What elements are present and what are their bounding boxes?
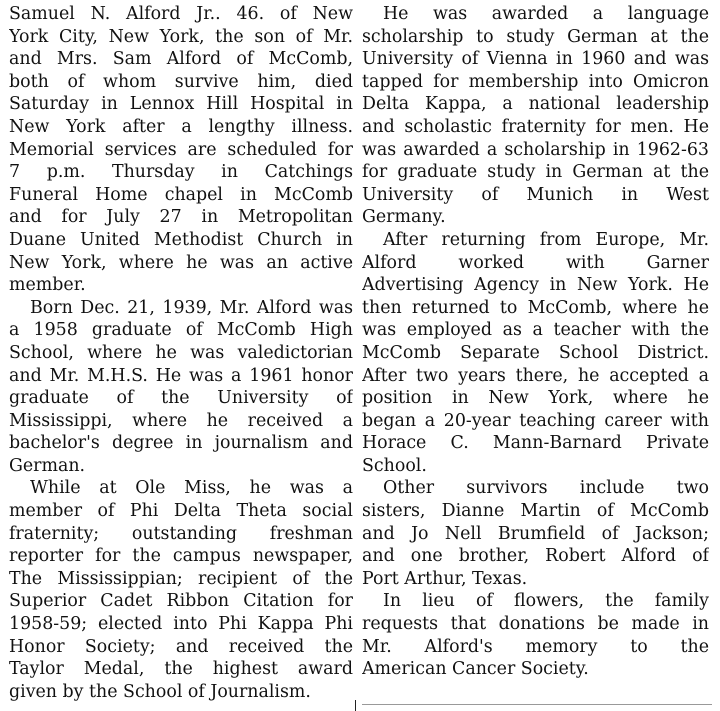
text-line: Germany.: [362, 207, 446, 228]
text-line: Port Arthur, Texas.: [362, 568, 528, 589]
text-line: Advertising Agency in New York. He: [362, 275, 709, 296]
text-line: fraternity; outstanding freshman: [9, 523, 353, 544]
right-column: [362, 3, 709, 681]
text-line: requests that donations be made in: [362, 614, 709, 635]
text-line: School.: [362, 455, 427, 476]
text-line: Other survivors include two: [383, 478, 709, 499]
text-line: Memorial services are scheduled for: [9, 139, 353, 160]
text-line: and for July 27 in Metropolitan: [9, 207, 353, 228]
text-line: University of Munich in West: [362, 184, 709, 205]
text-line: reporter for the campus newspaper,: [9, 546, 353, 567]
text-line: graduate of the University of: [9, 388, 353, 409]
text-line: a 1958 graduate of McComb High: [9, 320, 353, 341]
text-line: New York, where he was an active: [9, 252, 353, 273]
text-line: University of Vienna in 1960 and was: [362, 49, 709, 70]
text-line: scholarship to study German at the: [362, 26, 709, 47]
text-line: 7 p.m. Thursday in Catchings: [9, 162, 353, 183]
text-line: Delta Kappa, a national leadership: [362, 94, 709, 115]
text-line: Superior Cadet Ribbon Citation for: [9, 591, 353, 612]
text-line: York City, New York, the son of Mr.: [9, 26, 353, 47]
text-line: In lieu of flowers, the family: [383, 591, 709, 612]
text-line: Saturday in Lennox Hill Hospital in: [9, 94, 353, 115]
text-line: 1958-59; elected into Phi Kappa Phi: [9, 614, 353, 635]
text-line: He was awarded a language: [383, 4, 709, 24]
text-line: and Mrs. Sam Alford of McComb,: [9, 49, 353, 70]
text-line: began a 20-year teaching career with: [362, 410, 709, 431]
text-line: Taylor Medal, the highest award: [9, 659, 353, 680]
text-line: Duane United Methodist Church in: [9, 229, 353, 250]
text-line: was awarded a scholarship in 1962-63: [362, 139, 709, 160]
text-line: American Cancer Society.: [362, 659, 589, 680]
text-line: member of Phi Delta Theta social: [9, 501, 353, 522]
text-line: and Mr. M.H.S. He was a 1961 honor: [9, 365, 353, 386]
text-line: Born Dec. 21, 1939, Mr. Alford was: [30, 297, 353, 318]
text-line: School, where he was valedictorian: [9, 342, 353, 363]
text-line: sisters, Dianne Martin of McComb: [362, 501, 709, 522]
text-line: Alford worked with Garner: [362, 252, 709, 273]
text-line: bachelor's degree in journalism and: [9, 433, 353, 454]
text-line: While at Ole Miss, he was a: [30, 478, 353, 499]
text-line: New York after a lengthy illness.: [9, 116, 353, 137]
text-line: then returned to McComb, where he: [362, 297, 709, 318]
text-line: and Jo Nell Brumfield of Jackson;: [362, 523, 709, 544]
text-line: After two years there, he accepted a: [362, 365, 709, 386]
text-line: Honor Society; and received the: [9, 636, 353, 657]
text-line: position in New York, where he: [362, 388, 709, 409]
text-line: Samuel N. Alford Jr.. 46. of New: [9, 4, 353, 24]
text-line: for graduate study in German at the: [362, 162, 709, 183]
text-line: Funeral Home chapel in McComb: [9, 184, 353, 205]
text-line: Horace C. Mann-Barnard Private: [362, 433, 709, 454]
text-line: German.: [9, 455, 86, 476]
text-line: was employed as a teacher with the: [362, 320, 709, 341]
text-line: tapped for membership into Omicron: [362, 71, 709, 92]
bottom-rule: [362, 704, 712, 705]
text-line: and one brother, Robert Alford of: [362, 546, 709, 567]
left-column: [9, 3, 353, 703]
text-line: Mississippi, where he received a: [9, 410, 353, 431]
text-line: McComb Separate School District.: [362, 342, 709, 363]
text-line: After returning from Europe, Mr.: [383, 229, 709, 250]
column-divider: [355, 700, 356, 711]
text-line: both of whom survive him, died: [9, 71, 353, 92]
text-line: Mr. Alford's memory to the: [362, 636, 709, 657]
text-line: member.: [9, 275, 86, 296]
text-line: and scholastic fraternity for men. He: [362, 116, 709, 137]
text-line: The Mississippian; recipient of the: [9, 568, 353, 589]
text-line: given by the School of Journalism.: [9, 681, 311, 702]
